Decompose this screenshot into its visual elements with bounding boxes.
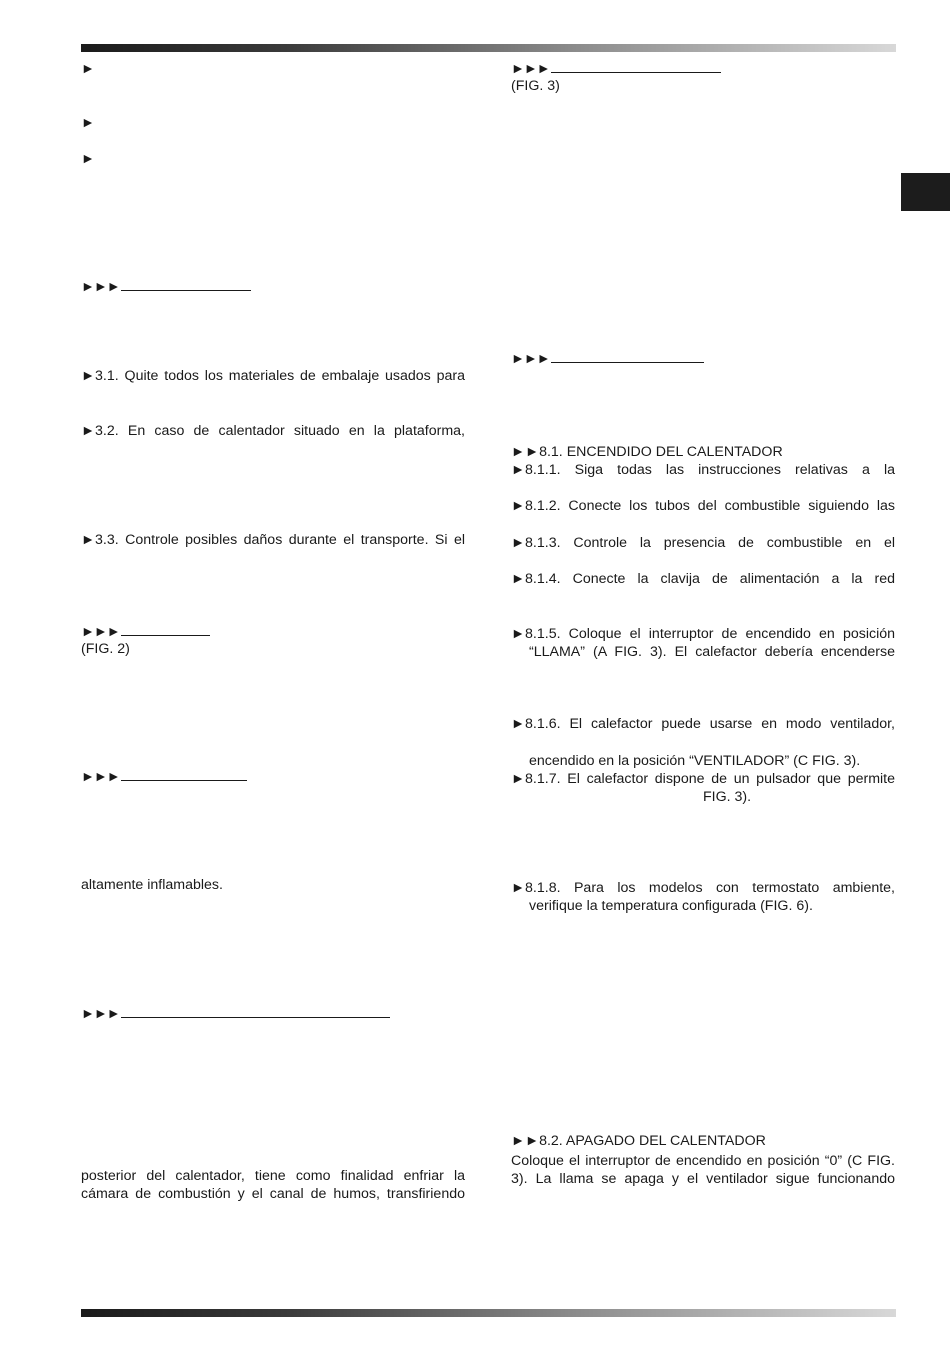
heading-underline <box>121 1004 390 1018</box>
paragraph-8-1-8-line-1: ►8.1.8. Para los modelos con termostato ambiente, <box>511 880 895 896</box>
paragraph-8-1-5-line-1: ►8.1.5. Coloque el interruptor de encendido en posición <box>511 626 895 642</box>
heading-underline <box>121 622 210 636</box>
paragraph-3-2: ►3.2. En caso de calentador situado en la plataforma, <box>81 423 465 439</box>
header-bar <box>81 44 896 52</box>
paragraph-8-2-line-1: Coloque el interruptor de encendido en posición “0” (C FIG. <box>511 1153 895 1169</box>
heading-underline <box>551 59 721 73</box>
bullet-arrow: ► <box>81 150 94 166</box>
section-heading-a <box>81 277 251 296</box>
paragraph-8-1-7-line-2: FIG. 3). <box>703 789 752 805</box>
paragraph-inflamables: altamente inflamables. <box>81 877 223 893</box>
subheading-8-2: ►►8.2. APAGADO DEL CALENTADOR <box>511 1133 766 1149</box>
heading-underline <box>121 277 251 291</box>
paragraph-posterior-line-2: cámara de combustión y el canal de humos, transfiriendo <box>81 1186 465 1202</box>
figure-reference: (FIG. 3) <box>511 78 560 94</box>
paragraph-8-1-4: ►8.1.4. Conecte la clavija de alimentación a la red <box>511 571 895 587</box>
footer-bar <box>81 1309 896 1317</box>
heading-arrows: ►►► <box>81 768 120 784</box>
paragraph-3-1: ►3.1. Quite todos los materiales de embalaje usados para <box>81 368 465 384</box>
section-tab-marker <box>901 173 950 211</box>
paragraph-8-2-line-2: 3). La llama se apaga y el ventilador sigue funcionando <box>511 1171 895 1187</box>
heading-arrows: ►►► <box>511 60 550 76</box>
heading-underline <box>121 767 247 781</box>
paragraph-3-3: ►3.3. Controle posibles daños durante el transporte. Si el <box>81 532 465 548</box>
heading-arrows: ►►► <box>81 1005 120 1021</box>
bullet-arrow: ► <box>81 60 94 76</box>
paragraph-8-1-6-line-2: encendido en la posición “VENTILADOR” (C FIG. 3). <box>529 753 861 769</box>
heading-underline <box>551 349 704 363</box>
section-heading-b <box>81 622 210 641</box>
bullet-arrow: ► <box>81 114 94 130</box>
heading-arrows: ►►► <box>81 278 120 294</box>
paragraph-8-1-2: ►8.1.2. Conecte los tubos del combustible siguiendo las <box>511 498 895 514</box>
paragraph-8-1-3: ►8.1.3. Controle la presencia de combustible en el <box>511 535 895 551</box>
section-heading-f <box>511 349 704 368</box>
figure-reference: (FIG. 2) <box>81 641 130 657</box>
paragraph-8-1-5-line-2: “LLAMA” (A FIG. 3). El calefactor debería encenderse <box>529 644 895 660</box>
section-heading-d <box>81 1004 390 1023</box>
paragraph-8-1-1: ►8.1.1. Siga todas las instrucciones relativas a la <box>511 462 895 478</box>
paragraph-8-1-7-line-1: ►8.1.7. El calefactor dispone de un pulsador que permite <box>511 771 895 787</box>
paragraph-posterior-line-1: posterior del calentador, tiene como finalidad enfriar la <box>81 1168 465 1184</box>
paragraph-8-1-8-line-2: verifique la temperatura configurada (FIG. 6). <box>529 898 813 914</box>
heading-arrows: ►►► <box>81 623 120 639</box>
paragraph-8-1-6-line-1: ►8.1.6. El calefactor puede usarse en modo ventilador, <box>511 716 895 732</box>
heading-arrows: ►►► <box>511 350 550 366</box>
section-heading-e <box>511 59 721 78</box>
subheading-8-1: ►►8.1. ENCENDIDO DEL CALENTADOR <box>511 444 783 460</box>
section-heading-c <box>81 767 247 786</box>
